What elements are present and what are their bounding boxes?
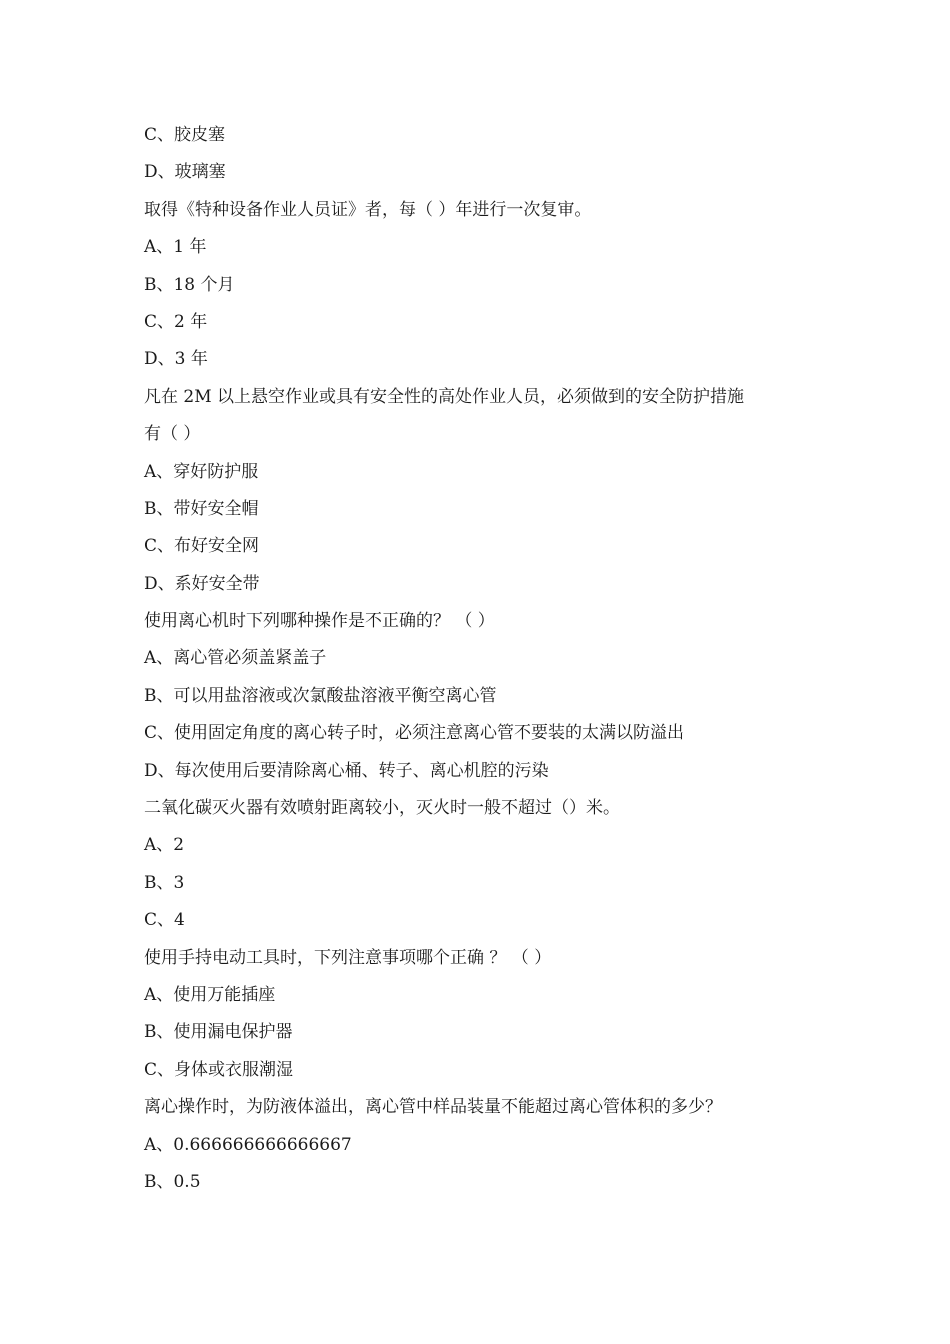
option-b: B、3 [144,872,185,893]
option-a: A、离心管必须盖紧盖子 [144,648,327,669]
question-text: 离心操作时，为防液体溢出，离心管中样品装量不能超过离心管体积的多少？ [144,1097,722,1118]
question-text: 二氧化碳灭火器有效喷射距离较小，灭火时一般不超过（）米。 [144,798,620,819]
option-b: B、使用漏电保护器 [144,1022,293,1043]
option-a: A、使用万能插座 [144,984,276,1005]
option-b: B、18 个月 [144,274,235,295]
option-b: B、可以用盐溶液或次氯酸盐溶液平衡空离心管 [144,685,497,706]
option-c: C、使用固定角度的离心转子时，必须注意离心管不要装的太满以防溢出 [144,723,685,744]
question-text-continued: 有（ ） [144,424,201,445]
option-d: D、系好安全带 [144,573,260,594]
question-text: 凡在 2M 以上悬空作业或具有安全性的高处作业人员，必须做到的安全防护措施 [144,386,745,407]
question-list [144,117,812,1201]
option-a: A、2 [144,835,185,856]
option-a: A、穿好防护服 [144,461,259,482]
option-b: B、带好安全帽 [144,498,259,519]
option-b: B、0.5 [144,1171,201,1192]
option-c: C、4 [144,910,185,931]
question-text: 使用离心机时下列哪种操作是不正确的？ （ ） [144,611,495,632]
question-text: 取得《特种设备作业人员证》者，每（ ）年进行一次复审。 [144,199,592,220]
option-d: D、3 年 [144,349,208,370]
option-a: A、0.666666666666667 [144,1134,352,1155]
option-d: D、每次使用后要清除离心桶、转子、离心机腔的污染 [144,760,549,781]
option-d: D、玻璃塞 [144,162,226,183]
option-a: A、1 年 [144,237,207,258]
option-c: C、身体或衣服潮湿 [144,1059,294,1080]
question-text: 使用手持电动工具时，下列注意事项哪个正确 ？ （ ） [144,947,552,968]
option-c: C、布好安全网 [144,536,260,557]
option-c: C、2 年 [144,311,208,332]
option-c: C、胶皮塞 [144,125,226,145]
